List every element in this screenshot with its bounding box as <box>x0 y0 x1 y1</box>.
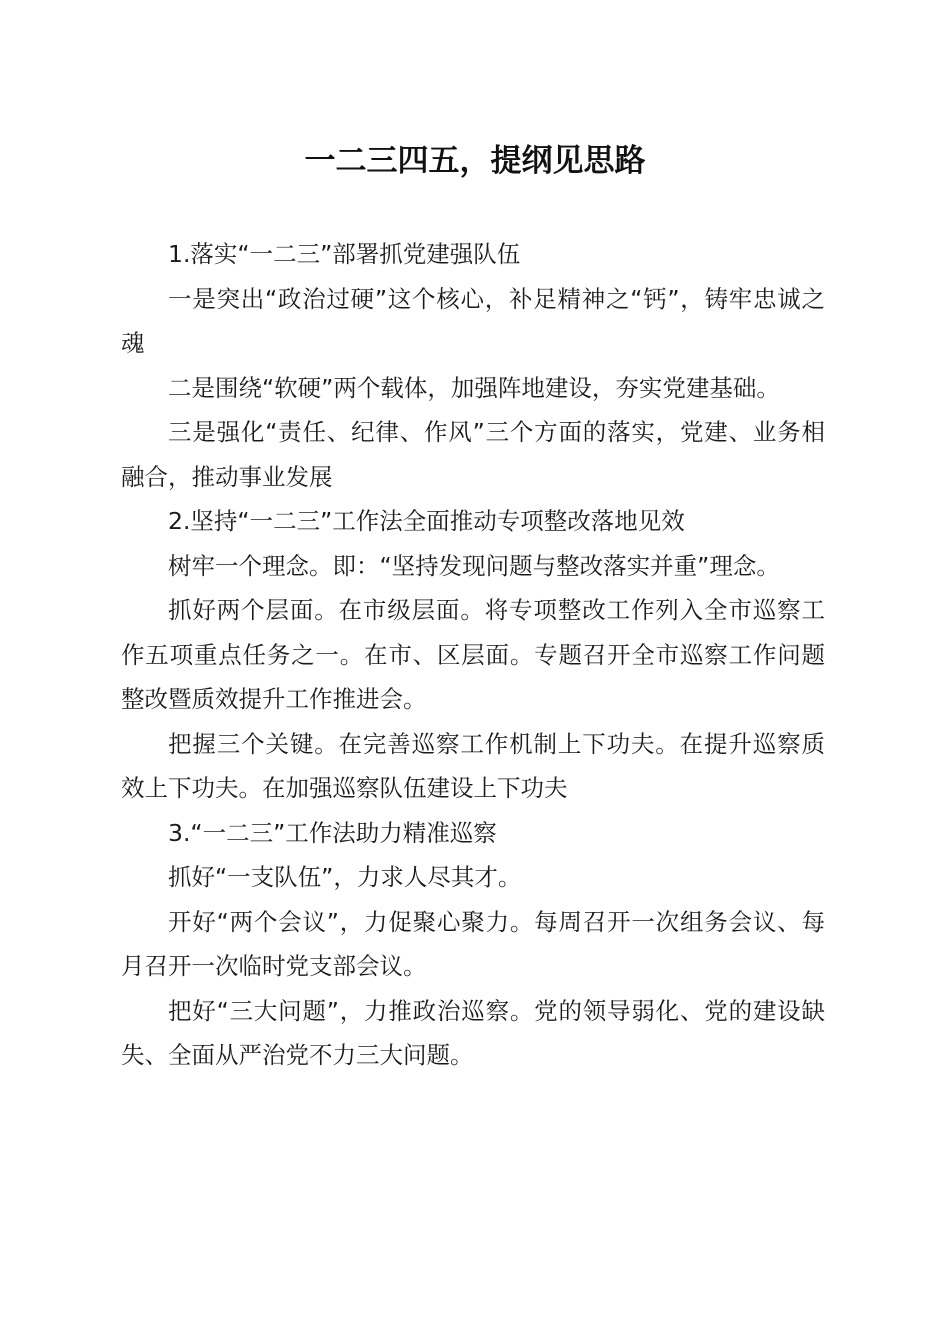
section-heading-3: 3.“一二三”工作法助力精准巡察 <box>168 818 497 847</box>
paragraph: 树牢一个理念。即：“坚持发现问题与整改落实并重”理念。 <box>168 551 780 580</box>
paragraph: 三是强化“责任、纪律、作风”三个方面的落实，党建、业务相融合，推动事业发展 <box>121 418 825 491</box>
paragraph: 把握三个关键。在完善巡察工作机制上下功夫。在提升巡察质效上下功夫。在加强巡察队伍建设上下功夫 <box>121 729 825 802</box>
paragraph: 把好“三大问题”，力推政治巡察。党的领导弱化、党的建设缺失、全面从严治党不力三大问题。 <box>121 996 825 1069</box>
section-heading-2: 2.坚持“一二三”工作法全面推动专项整改落地见效 <box>168 507 685 535</box>
document-title: 一二三四五，提纲见思路 <box>304 143 646 179</box>
document-body <box>121 232 825 1078</box>
paragraph: 抓好“一支队伍”，力求人尽其才。 <box>168 863 522 891</box>
paragraph: 抓好两个层面。在市级层面。将专项整改工作列入全市巡察工作五项重点任务之一。在市、区层面。专题召开全市巡察工作问题整改暨质效提升工作推进会。 <box>121 596 825 713</box>
section-heading-1: 1.落实“一二三”部署抓党建强队伍 <box>168 240 521 268</box>
paragraph: 二是围绕“软硬”两个载体，加强阵地建设，夯实党建基础。 <box>168 373 780 402</box>
paragraph: 开好“两个会议”，力促聚心聚力。每周召开一次组务会议、每月召开一次临时党支部会议。 <box>121 907 825 980</box>
paragraph: 一是突出“政治过硬”这个核心，补足精神之“钙”，铸牢忠诚之魂 <box>121 284 825 357</box>
